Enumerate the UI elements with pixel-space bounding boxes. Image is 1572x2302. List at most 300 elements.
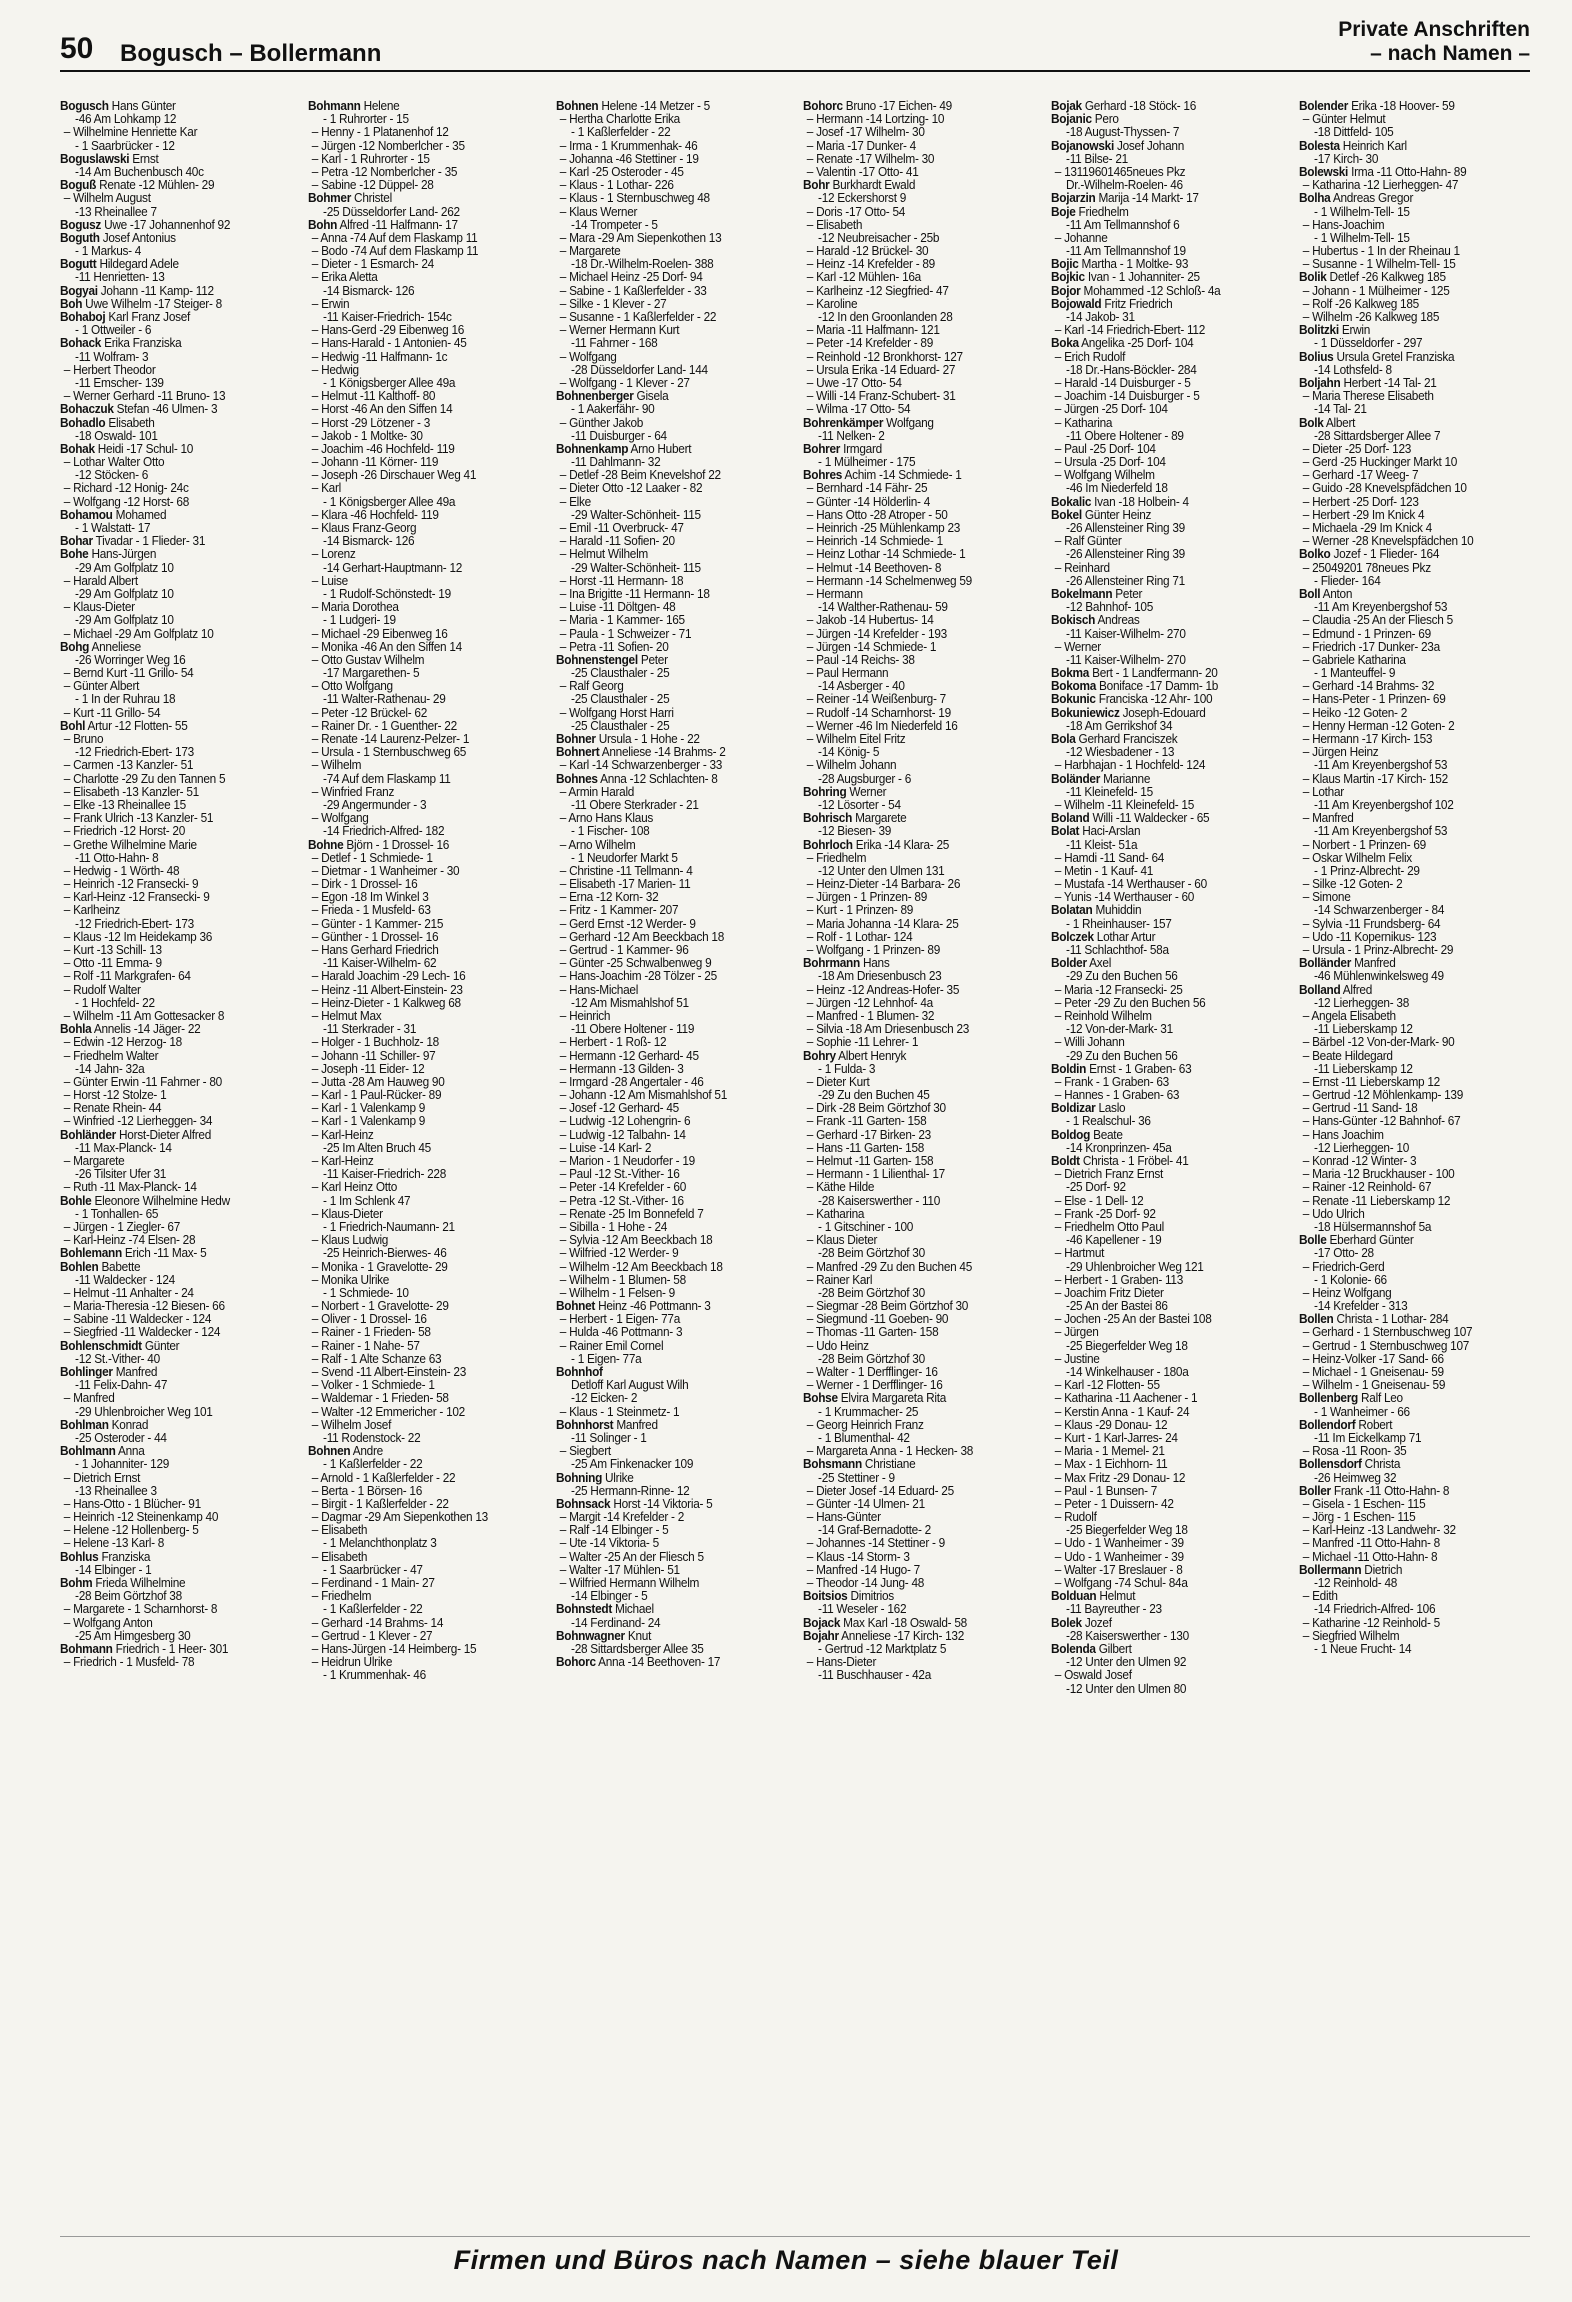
directory-subentry: – Wilhelm - 1 Blumen- 58 [559, 1273, 686, 1287]
directory-subentry: – Paul -14 Reichs- 38 [807, 653, 916, 667]
entry-details: Manfred [612, 1418, 658, 1432]
directory-subentry: – Erwin [311, 297, 350, 311]
entry-details: Robert [1355, 1418, 1393, 1432]
directory-subentry: – Carmen -13 Kanzler- 51 [63, 759, 194, 773]
entry-address-line: -17 Otto- 28 [1314, 1247, 1374, 1261]
directory-subentry: – Manfred -14 Hugo- 7 [807, 1563, 921, 1577]
entry-details: Max Karl -18 Oswald- 58 [840, 1616, 968, 1630]
entry-address-line: -12 Lösorter - 54 [818, 798, 902, 812]
directory-subentry: – Wilhelm - 1 Gneisenau- 59 [1302, 1379, 1446, 1393]
directory-subentry: – Rolf - 1 Lothar- 124 [807, 930, 913, 944]
entry-address-line: -11 Lieberskamp 12 [1314, 1062, 1413, 1076]
directory-entry [556, 1603, 773, 1616]
directory-subentry: – Hermann - 1 Lilienthal- 17 [807, 1168, 946, 1182]
directory-subentry: – Jürgen Heinz [1302, 746, 1379, 760]
directory-subentry: – Jakob - 1 Moltke- 30 [311, 429, 423, 443]
directory-subentry: – Sibilla - 1 Hohe - 24 [559, 1220, 667, 1234]
directory-subentry: – Ralf - 1 Alte Schanze 63 [311, 1352, 442, 1366]
entry-address-line: - 1 Wilhelm-Tell- 15 [1314, 231, 1410, 245]
entry-address-line: -11 Kaiser-Wilhelm- 270 [1066, 653, 1186, 667]
directory-subentry: – Gerhard -14 Brahms- 14 [311, 1616, 443, 1630]
entry-details: Ivan - 1 Johanniter- 25 [1085, 271, 1201, 285]
directory-subentry: – Harald -11 Sofien- 20 [559, 535, 675, 549]
directory-subentry: – Karl-Heinz [311, 1155, 374, 1168]
directory-entry [1051, 693, 1268, 706]
entry-surname: Bola [1051, 733, 1076, 746]
entry-surname: Bohl [60, 719, 86, 733]
entry-address-line: - 1 Fischer- 108 [570, 825, 650, 839]
entry-details: Christa [1361, 1458, 1401, 1472]
directory-entry [1051, 496, 1268, 509]
directory-subentry: – Hans-Joachim -28 Tölzer - 25 [559, 970, 717, 984]
directory-entry [556, 1498, 773, 1511]
directory-entry [1299, 1419, 1516, 1432]
directory-subentry: – Ralf Günter [1054, 535, 1122, 549]
entry-address-line: -18 Hülsermannshof 5a [1314, 1220, 1432, 1234]
directory-subentry: – Heinrich [559, 1009, 610, 1023]
directory-subentry: – Bärbel -12 Von-der-Mark- 90 [1302, 1036, 1455, 1050]
entry-surname: Bolle [1298, 1234, 1327, 1248]
entry-surname: Bohle [60, 1194, 92, 1208]
entry-surname: Bohlinger [60, 1366, 113, 1379]
entry-address-line: - 1 Realschul- 36 [1066, 1115, 1151, 1129]
entry-address-line: - 1 Königsberger Allee 49a [322, 495, 456, 509]
entry-details: Detlef -26 Kalkweg 185 [1326, 271, 1446, 285]
entry-address-line: -25 Clausthaler - 25 [570, 719, 669, 733]
entry-details: Herbert -14 Tal- 21 [1340, 376, 1437, 390]
entry-address-line: -11 Buschhauser - 42a [818, 1669, 932, 1683]
directory-entry [60, 443, 277, 456]
entry-details: Ernst [129, 152, 159, 166]
directory-subentry: – Walter -25 An der Fliesch 5 [559, 1550, 704, 1564]
entry-address-line: -29 Angermunder - 3 [322, 798, 427, 812]
directory-entry [1299, 1313, 1516, 1326]
directory-subentry: – Friedhelm Walter [63, 1049, 159, 1063]
entry-details: Frank -11 Otto-Hahn- 8 [1330, 1484, 1450, 1498]
entry-details: Karl Franz Josef [105, 311, 191, 324]
entry-address-line: -13 Rheinallee 7 [75, 205, 157, 219]
directory-subentry: – Erika Aletta [311, 271, 378, 285]
entry-address-line: Detloff Karl August Wilh [570, 1379, 689, 1393]
directory-subentry: – Hermann -14 Lortzing- 10 [807, 113, 945, 127]
directory-subentry: – Dieter -25 Dorf- 123 [1302, 442, 1412, 456]
directory-subentry: – Klaus - 1 Lothar- 226 [559, 179, 674, 193]
entry-address-line: - Gertrud -12 Marktplatz 5 [818, 1642, 947, 1656]
directory-subentry: – Svend -11 Albert-Einstein- 23 [311, 1366, 466, 1379]
entry-details: Horst-Dieter Alfred [116, 1128, 212, 1142]
directory-subentry: – Detlef -28 Beim Knevelshof 22 [559, 469, 721, 483]
directory-subentry: – Siegmund -11 Goeben- 90 [807, 1313, 949, 1327]
directory-subentry: – Günther - 1 Drossel- 16 [311, 930, 439, 944]
directory-subentry: – Detlef - 1 Schmiede- 1 [311, 851, 433, 865]
directory-subentry: – Irma - 1 Krummenhak- 46 [559, 139, 698, 153]
entry-address-line: -18 Dr.-Hans-Böckler- 284 [1066, 363, 1197, 377]
entry-address-line: -18 August-Thyssen- 7 [1066, 126, 1180, 140]
entry-address-line: -11 Nelken- 2 [818, 429, 885, 443]
entry-address-line: -11 Solinger - 1 [570, 1431, 647, 1445]
directory-subentry: – Ralf -14 Elbinger - 5 [559, 1524, 669, 1538]
directory-subentry: – Oswald Josef [1054, 1669, 1132, 1683]
directory-subentry: – Karl-Heinz -74 Elsen- 28 [63, 1234, 196, 1248]
directory-subentry: – Gertrud - 1 Kammer- 96 [559, 944, 689, 957]
directory-entry [1299, 588, 1516, 601]
entry-surname: Bohak [60, 442, 95, 456]
directory-subentry: – Monika - 1 Gravelotte- 29 [311, 1260, 448, 1274]
directory-subentry: – Doris -17 Otto- 54 [807, 205, 906, 219]
entry-address-line: -11 Obere Sterkrader - 21 [570, 798, 699, 812]
entry-address-line: -12 Eicken- 2 [570, 1392, 637, 1406]
directory-subentry: – Herbert Theodor [63, 363, 156, 377]
directory-entry [60, 1247, 277, 1260]
directory-subentry: – Kurt - 1 Prinzen- 89 [807, 904, 914, 918]
directory-subentry: – Friedrich-Gerd [1302, 1260, 1385, 1274]
entry-address-line: - 1 Neudorfer Markt 5 [570, 851, 678, 865]
directory-subentry: – Wolfgang -12 Horst- 68 [63, 495, 190, 509]
directory-subentry: – Margareta Anna - 1 Hecken- 38 [807, 1445, 974, 1459]
entry-surname: Boldt [1051, 1155, 1081, 1168]
directory-subentry: – Claudia -25 An der Fliesch 5 [1302, 614, 1453, 628]
directory-subentry: – Werner -46 Im Niederfeld 16 [807, 719, 958, 733]
entry-details: Eleonore Wilhelmine Hedw [91, 1194, 230, 1208]
entry-address-line: -14 König- 5 [818, 746, 880, 760]
entry-details: Martha - 1 Moltke- 93 [1078, 258, 1189, 272]
entry-address-line: -25 Clausthaler - 25 [570, 667, 669, 681]
entry-surname: Bokisch [1051, 614, 1096, 628]
section-title-line1: Private Anschriften [1338, 18, 1530, 41]
entry-address-line: -12 Bahnhof- 105 [1066, 601, 1154, 615]
directory-entry [60, 1445, 277, 1458]
directory-entry [60, 337, 277, 350]
directory-entry [60, 641, 277, 654]
directory-entry [803, 417, 1020, 430]
entry-surname: Bojarzin [1051, 192, 1096, 206]
entry-details: Marianne [1100, 772, 1151, 786]
directory-subentry: – Katharina [807, 1207, 865, 1221]
entry-address-line: - 1 Krummacher- 25 [818, 1405, 919, 1419]
entry-address-line: -29 Walter-Schönheit- 115 [570, 508, 701, 522]
entry-address-line: -11 Walter-Rathenau- 29 [322, 693, 446, 707]
directory-subentry: – Hermann -17 Kirch- 153 [1302, 733, 1433, 746]
directory-subentry: – Sabine - 1 Kaßlerfelder - 33 [559, 284, 707, 298]
directory-entry [803, 443, 1020, 456]
entry-details: Bert - 1 Landfermann- 20 [1089, 667, 1218, 681]
entry-details: Albert Henryk [836, 1049, 907, 1063]
directory-subentry: – Udo Heinz [807, 1339, 870, 1353]
directory-entry [1299, 377, 1516, 390]
entry-surname: Bolitzki [1298, 324, 1339, 338]
entry-address-line: -28 Beim Görtzhof 30 [818, 1352, 926, 1366]
entry-surname: Boh [60, 297, 83, 311]
directory-entry [60, 258, 277, 271]
directory-entry [556, 1366, 773, 1379]
directory-entry [60, 219, 277, 232]
entry-details: Christa - 1 Fröbel- 41 [1080, 1155, 1189, 1168]
directory-entry [1299, 1458, 1516, 1471]
directory-subentry: – Elke [559, 495, 591, 509]
entry-address-line: - 1 Walstatt- 17 [75, 522, 151, 535]
directory-subentry: – Karl - 1 Valenkamp 9 [311, 1102, 425, 1116]
entry-address-line: -12 Wiesbadener - 13 [1066, 746, 1175, 760]
directory-subentry: – Paul - 1 Bunsen- 7 [1054, 1484, 1158, 1498]
directory-entry [1051, 298, 1268, 311]
directory-entry [556, 1630, 773, 1643]
directory-entry [556, 733, 773, 746]
entry-address-line: - 1 Mülheimer - 175 [818, 456, 916, 470]
directory-subentry: – 25049201 78neues Pkz [1302, 561, 1431, 575]
directory-entry [1051, 258, 1268, 271]
directory-entry [60, 1577, 277, 1590]
directory-subentry: – Renate -11 Lieberskamp 12 [1302, 1194, 1451, 1208]
directory-subentry: – Wolfgang -74 Schul- 84a [1054, 1577, 1188, 1590]
directory-entry [1051, 825, 1268, 838]
entry-surname: Boitsios [803, 1590, 848, 1604]
directory-entry [556, 746, 773, 759]
directory-columns [60, 100, 1530, 2228]
directory-subentry: – Jutta -28 Am Hauweg 90 [311, 1075, 445, 1089]
directory-subentry: – Volker - 1 Schmiede- 1 [311, 1379, 435, 1393]
entry-address-line: -12 Eckershorst 9 [818, 192, 907, 206]
entry-address-line: - 1 Tonhallen- 65 [75, 1207, 159, 1221]
entry-address-line: -28 Beim Görtzhof 38 [75, 1590, 182, 1604]
entry-surname: Bohrisch [803, 812, 853, 826]
entry-address-line: -14 Am Buchenbusch 40c [75, 165, 204, 179]
directory-subentry: – Rolf -11 Markgrafen- 64 [63, 970, 191, 984]
directory-entry [556, 1472, 773, 1485]
entry-address-line: -26 Heimweg 32 [1314, 1471, 1397, 1485]
entry-surname: Bohner [555, 733, 596, 746]
entry-address-line: -11 Kaiser-Friedrich- 228 [322, 1168, 446, 1182]
directory-subentry: – Wilhelm Johann [807, 759, 897, 773]
directory-subentry: – Rosa -11 Roon- 35 [1302, 1445, 1407, 1459]
entry-address-line: -12 Neubreisacher - 25b [818, 231, 940, 245]
entry-address-line: -14 Friedrich-Alfred- 106 [1314, 1603, 1436, 1617]
directory-subentry: – Margarete [559, 245, 621, 259]
entry-surname: Bokalic [1051, 495, 1092, 509]
directory-entry [308, 839, 525, 852]
directory-subentry: – Dieter - 1 Esmarch- 24 [311, 258, 434, 272]
entry-surname: Bohlmann [60, 1445, 116, 1459]
directory-subentry: – Margit -14 Krefelder - 2 [559, 1511, 684, 1525]
directory-subentry: – Klaus -29 Donau- 12 [1054, 1418, 1168, 1432]
entry-address-line: - 1 Johanniter- 129 [75, 1458, 170, 1472]
directory-subentry: – Heinz-Dieter - 1 Kalkweg 68 [311, 996, 461, 1010]
entry-surname: Bohnen [555, 100, 598, 113]
entry-surname: Bohr [803, 179, 830, 193]
directory-subentry: – Harald Albert [63, 574, 138, 588]
directory-subentry: – Renate -14 Laurenz-Pelzer- 1 [311, 733, 469, 746]
directory-column-1 [60, 100, 277, 2228]
directory-subentry: – Yunis -14 Werthauser - 60 [1054, 891, 1195, 905]
directory-subentry: – Gabriele Katharina [1302, 653, 1406, 667]
entry-address-line: -11 Fahrner - 168 [570, 337, 658, 351]
directory-subentry: – Hans-Gerd -29 Eibenweg 16 [311, 324, 464, 338]
directory-subentry: – Katharina -11 Aachener - 1 [1054, 1392, 1198, 1406]
directory-subentry: – Hans-Dieter [807, 1656, 877, 1670]
directory-subentry: – Willi -14 Franz-Schubert- 31 [807, 390, 956, 404]
directory-subentry: – Edwin -12 Herzog- 18 [63, 1036, 182, 1050]
directory-subentry: – Max Fritz -29 Donau- 12 [1054, 1471, 1186, 1485]
entry-address-line: -17 Kirch- 30 [1314, 152, 1379, 166]
entry-address-line: - Flieder- 164 [1314, 574, 1381, 588]
entry-address-line: -12 Friedrich-Ebert- 173 [75, 917, 194, 931]
entry-surname: Bohm [60, 1577, 93, 1590]
directory-subentry: – Otto Wolfgang [311, 680, 393, 694]
directory-subentry: – Udo Ulrich [1302, 1207, 1365, 1221]
directory-subentry: – Birgit - 1 Kaßlerfelder - 22 [311, 1497, 449, 1511]
entry-address-line: - 1 Friedrich-Naumann- 21 [322, 1220, 455, 1234]
entry-details: Marija -14 Markt- 17 [1095, 192, 1199, 206]
directory-subentry: – Jürgen -25 Dorf- 104 [1054, 403, 1168, 417]
directory-subentry: – Dagmar -29 Am Siepenkothen 13 [311, 1511, 488, 1525]
directory-subentry: – Klaus Dieter [807, 1234, 878, 1248]
directory-subentry: – Maria Therese Elisabeth [1302, 390, 1434, 404]
entry-surname: Bohnen [307, 1445, 351, 1459]
directory-subentry: – Wilhelmine Henriette Kar [63, 126, 198, 140]
directory-subentry: – Peter -14 Krefelder - 60 [559, 1181, 686, 1195]
directory-entry [1299, 166, 1516, 179]
directory-subentry: – Hannes - 1 Graben- 63 [1054, 1089, 1180, 1103]
entry-details: Michael [611, 1603, 654, 1617]
entry-address-line: -28 Augsburger - 6 [818, 772, 912, 786]
directory-subentry: – Kurt - 1 Karl-Jarres- 24 [1054, 1431, 1178, 1445]
directory-subentry: – Waldemar - 1 Frieden- 58 [311, 1392, 449, 1406]
directory-subentry: – Rainer Emil Cornel [559, 1339, 663, 1353]
directory-subentry: – Wolfgang Wilhelm [1054, 469, 1155, 483]
directory-subentry: – Frank -11 Garten- 158 [807, 1115, 927, 1129]
entry-address-line: -11 Am Kreyenbergshof 53 [1314, 825, 1448, 839]
footer-note: Firmen und Büros nach Namen – siehe blauer Teil [453, 2245, 1119, 2275]
directory-subentry: – Winfried -12 Lierheggen- 34 [63, 1115, 213, 1129]
directory-subentry: – Ursula -25 Dorf- 104 [1054, 456, 1166, 470]
directory-entry [556, 654, 773, 667]
directory-subentry: – Manfred [63, 1392, 115, 1406]
entry-surname: Bokuniewicz [1051, 706, 1120, 720]
entry-address-line: -25 An der Bastei 86 [1066, 1300, 1168, 1314]
entry-address-line: - 1 Fulda- 3 [818, 1062, 876, 1076]
directory-entry [1051, 285, 1268, 298]
entry-details: Dietrich [1361, 1563, 1403, 1577]
entry-details: Josef Antonius [99, 231, 176, 245]
directory-subentry: – Berta - 1 Börsen- 16 [311, 1484, 422, 1498]
directory-entry [60, 298, 277, 311]
directory-subentry: – Rainer Dr. - 1 Guenther- 22 [311, 719, 457, 733]
directory-subentry: – Heiko -12 Goten- 2 [1302, 706, 1407, 720]
directory-subentry: – Sabine -11 Waldecker - 124 [63, 1313, 212, 1327]
entry-address-line: - 1 In der Ruhrau 18 [75, 693, 176, 707]
directory-subentry: – Michael -29 Am Golfplatz 10 [63, 627, 214, 641]
directory-subentry: – Manfred -29 Zu den Buchen 45 [807, 1260, 973, 1274]
directory-subentry: – Heinrich -25 Mühlenkamp 23 [807, 522, 961, 535]
directory-subentry: – Max - 1 Eichhorn- 11 [1054, 1458, 1168, 1472]
directory-subentry: – Johanna -46 Stettiner - 19 [559, 152, 699, 166]
directory-subentry: – Joseph -11 Eider- 12 [311, 1062, 425, 1076]
entry-address-line: -29 Uhlenbroicher Weg 121 [1066, 1260, 1204, 1274]
directory-subentry: – Paul -25 Dorf- 104 [1054, 442, 1156, 456]
directory-entry [1299, 1485, 1516, 1498]
entry-details: Christel [350, 192, 392, 206]
directory-subentry: – Günter - 1 Kammer- 215 [311, 917, 443, 931]
directory-subentry: – Jürgen - 1 Ziegler- 67 [63, 1220, 181, 1234]
entry-address-line: -14 Ferdinand- 24 [570, 1616, 660, 1630]
directory-entry [60, 1419, 277, 1432]
entry-surname: Bohnstedt [555, 1603, 612, 1617]
entry-details: Boniface -17 Damm- 1b [1096, 680, 1219, 694]
directory-subentry: – Elisabeth -17 Marien- 11 [559, 878, 690, 892]
directory-subentry: – Dirk -28 Beim Görtzhof 30 [807, 1102, 947, 1116]
entry-surname: Bohnwagner [555, 1629, 625, 1643]
directory-subentry: – Friedhelm [311, 1590, 371, 1604]
entry-address-line: -11 Sterkrader - 31 [322, 1023, 416, 1037]
directory-subentry: – Hartmut [1054, 1247, 1105, 1261]
entry-address-line: -14 Walther-Rathenau- 59 [818, 601, 949, 615]
directory-subentry: – Gerhard -17 Weeg- 7 [1302, 469, 1419, 483]
directory-subentry: – Elisabeth [807, 218, 863, 232]
entry-surname: Boll [1298, 587, 1321, 601]
entry-details: Erika -18 Hoover- 59 [1348, 100, 1455, 113]
entry-details: Mohamed [112, 508, 167, 522]
directory-entry [803, 1050, 1020, 1063]
directory-entry [1299, 100, 1516, 113]
entry-address-line: - 1 Neue Frucht- 14 [1314, 1642, 1412, 1656]
entry-surname: Bohla [60, 1023, 92, 1037]
directory-subentry: – Günter -25 Schwalbenweg 9 [559, 957, 712, 971]
directory-subentry: – Herbert -29 Im Knick 4 [1302, 508, 1425, 522]
directory-subentry: – Maria -12 Bruckhauser - 100 [1302, 1168, 1455, 1182]
directory-subentry: – Klaus Martin -17 Kirch- 152 [1302, 772, 1448, 786]
directory-subentry: – Arno Wilhelm [559, 838, 636, 852]
entry-address-line: -18 Oswald- 101 [75, 429, 158, 443]
entry-address-line: -14 Friedrich-Alfred- 182 [322, 825, 445, 839]
entry-details: Konrad [108, 1418, 149, 1432]
directory-subentry: – Rainer - 1 Frieden- 58 [311, 1326, 431, 1340]
directory-subentry: – Hubertus - 1 In der Rheinau 1 [1302, 245, 1460, 259]
directory-subentry: – Günter Helmut [1302, 113, 1386, 127]
entry-address-line: - 1 Aakerfähr- 90 [570, 403, 655, 417]
entry-details: Anna [115, 1445, 145, 1459]
entry-details: Artur -12 Flotten- 55 [85, 719, 188, 733]
directory-subentry: – Udo -11 Kopernikus- 123 [1302, 930, 1437, 944]
entry-details: Elvira Margareta Rita [838, 1392, 947, 1406]
directory-entry [803, 812, 1020, 825]
entry-details: Burkhardt Ewald [829, 179, 916, 193]
entry-details: Lothar Artur [1093, 930, 1156, 944]
directory-subentry: – Kurt -11 Grillo- 54 [63, 706, 161, 720]
entry-address-line: -29 Zu den Buchen 45 [818, 1089, 930, 1103]
entry-surname: Bolk [1298, 416, 1324, 430]
directory-entry [60, 1129, 277, 1142]
directory-subentry: – Horst -29 Lötzener - 3 [311, 416, 430, 430]
directory-subentry: – Bruno [63, 733, 104, 746]
directory-subentry: – Helmut -11 Anhalter - 24 [63, 1286, 194, 1300]
directory-subentry: – Grethe Wilhelmine Marie [63, 838, 197, 852]
directory-subentry: – Johannes -14 Stettiner - 9 [807, 1537, 946, 1551]
entry-details: Jozef [1082, 1616, 1112, 1630]
directory-subentry: – Siegfried Wilhelm [1302, 1629, 1400, 1643]
directory-subentry: – Petra -12 Nomberlcher - 35 [311, 165, 457, 179]
directory-subentry: – Peter -14 Krefelder - 89 [807, 337, 934, 351]
entry-surname: Bojack [803, 1616, 841, 1630]
directory-entry [1051, 773, 1268, 786]
entry-address-line: - 1 Kolonie- 66 [1314, 1273, 1387, 1287]
entry-address-line: -14 Graf-Bernadotte- 2 [818, 1524, 932, 1538]
entry-surname: Bollensdorf [1298, 1458, 1362, 1472]
entry-address-line: - 1 Krummenhak- 46 [322, 1669, 426, 1683]
directory-subentry: – Charlotte -29 Zu den Tannen 5 [63, 772, 226, 786]
directory-subentry: – Wolfgang [559, 350, 617, 364]
directory-subentry: – Horst -12 Stolze- 1 [63, 1089, 167, 1103]
entry-address-line: -25 Im Alten Bruch 45 [322, 1141, 431, 1155]
directory-subentry: – Katharina -12 Lierheggen- 47 [1302, 179, 1459, 193]
